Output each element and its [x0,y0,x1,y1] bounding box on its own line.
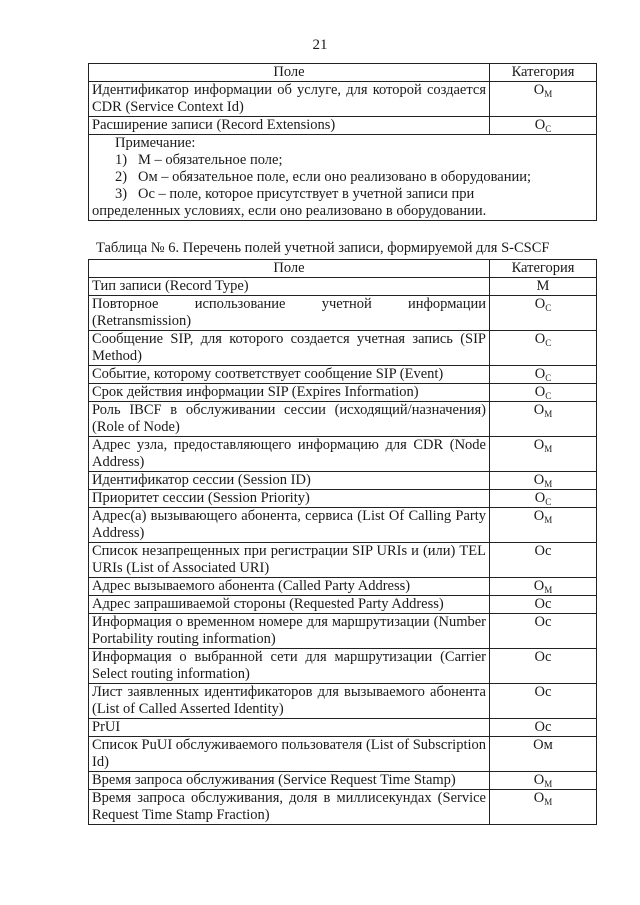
note-title: Примечание: [115,135,196,151]
category-subscript: M [544,585,553,595]
category-cell [490,117,597,135]
category-subscript: M [544,479,553,489]
table-row [89,366,597,384]
column-header-field: Поле [89,64,490,82]
category-base: O [534,366,546,382]
category-cell [490,649,597,684]
field-cell: Сообщение SIP, для которого создается учетная запись (SIP Method) [89,331,490,366]
category-cell [490,472,597,490]
column-header-category: Категория [490,64,597,82]
field-cell: Приоритет сессии (Session Priority) [89,490,490,508]
table-row [89,543,597,578]
note-continuation: определенных условиях, если оно реализовано в оборудовании. [92,203,487,219]
table-row [89,719,597,737]
column-header-category: Категория [490,260,597,278]
category-cell [490,402,597,437]
table-row [89,117,597,135]
note-item-text: Oс – поле, которое присутствует в учетной записи при [138,186,475,202]
field-cell: Лист заявленных идентификаторов для вызываемого абонента (List of Called Asserted Identity) [89,684,490,719]
table-row [89,737,597,772]
note-item [92,169,593,186]
note-cell [89,135,597,221]
field-cell: Время запроса обслуживания, доля в миллисекундах (Service Request Time Stamp Fraction) [89,790,490,825]
category-base: Oc [534,719,552,735]
category-base: O [534,384,546,400]
table-row [89,508,597,543]
table-row [89,684,597,719]
category-cell [490,596,597,614]
category-cell [490,366,597,384]
table-row [89,649,597,684]
table-row [89,278,597,296]
category-base: O [533,437,545,453]
note-item-text: M – обязательное поле; [138,152,283,168]
category-cell [490,508,597,543]
category-cell [490,437,597,472]
category-cell [490,384,597,402]
category-base: O [533,402,545,418]
category-base: O [533,790,545,806]
category-subscript: M [544,797,553,807]
category-subscript: M [544,779,553,789]
field-cell: Информация о выбранной сети для маршрутизации (Carrier Select routing information) [89,649,490,684]
note-item-text: Oм – обязательное поле, если оно реализовано в оборудовании; [138,169,532,185]
category-cell [490,614,597,649]
table-row [89,437,597,472]
category-cell [490,772,597,790]
category-cell [490,296,597,331]
note-item [92,152,593,169]
field-cell: Адрес вызываемого абонента (Called Party Address) [89,578,490,596]
category-base: O [534,490,546,506]
category-base: Oc [534,614,552,630]
table-2-header [89,260,597,278]
table-row [89,614,597,649]
category-base: O [533,472,545,488]
table-1-header [89,64,597,82]
field-cell: Идентификатор сессии (Session ID) [89,472,490,490]
category-base: O [533,772,545,788]
field-cell: Адрес узла, предоставляющего информацию для CDR (Node Address) [89,437,490,472]
category-base: Oc [534,543,552,559]
category-cell [490,790,597,825]
field-cell: Идентификатор информации об услуге, для которой создается CDR (Service Context Id) [89,82,490,117]
note-item-number: 2) [115,169,128,185]
category-cell [490,490,597,508]
table-row [89,402,597,437]
category-subscript: C [545,373,552,383]
category-base: Oм [533,737,553,753]
note-row [89,135,597,221]
category-subscript: C [545,124,552,134]
category-cell [490,82,597,117]
field-cell: Роль IBCF в обслуживании сессии (исходящий/назначения) (Role of Node) [89,402,490,437]
field-cell: Срок действия информации SIP (Expires Information) [89,384,490,402]
note-item [92,186,593,203]
table-1 [88,63,597,221]
table-row [89,490,597,508]
category-cell [490,719,597,737]
table-2-body [89,278,597,825]
field-cell: Повторное использование учетной информации (Retransmission) [89,296,490,331]
category-base: O [534,117,546,133]
category-cell [490,278,597,296]
field-cell: Время запроса обслуживания (Service Request Time Stamp) [89,772,490,790]
category-base: O [533,578,545,594]
category-subscript: M [544,444,553,454]
table-row [89,296,597,331]
category-base: O [534,331,546,347]
category-cell [490,684,597,719]
category-base: Oc [534,684,552,700]
note-item-number: 1) [115,152,128,168]
category-base: O [533,508,545,524]
field-cell: Адрес(а) вызывающего абонента, сервиса (List Of Calling Party Address) [89,508,490,543]
category-subscript: C [545,303,552,313]
table-row [89,596,597,614]
table-row [89,772,597,790]
category-subscript: C [545,338,552,348]
field-cell: Список незапрещенных при регистрации SIP URIs и (или) TEL URIs (List of Associated URI) [89,543,490,578]
column-header-field: Поле [89,260,490,278]
category-subscript: C [545,497,552,507]
category-base: Oc [534,649,552,665]
field-cell: Информация о временном номере для маршрутизации (Number Portability routing information) [89,614,490,649]
category-subscript: M [544,409,553,419]
category-subscript: C [545,391,552,401]
field-cell: Тип записи (Record Type) [89,278,490,296]
category-base: Oc [534,596,552,612]
table-row [89,472,597,490]
table-row [89,578,597,596]
note-item-number: 3) [115,186,128,202]
page-number: 21 [312,37,328,53]
table-2 [88,259,597,825]
category-cell [490,331,597,366]
field-cell: Событие, которому соответствует сообщение SIP (Event) [89,366,490,384]
category-cell [490,578,597,596]
table-row [89,384,597,402]
category-base: M [536,278,550,294]
table-row [89,331,597,366]
category-subscript: M [544,515,553,525]
category-base: O [533,82,545,98]
category-base: O [534,296,546,312]
field-cell: Адрес запрашиваемой стороны (Requested Party Address) [89,596,490,614]
category-subscript: M [544,89,553,99]
field-cell: Расширение записи (Record Extensions) [89,117,490,135]
table-row [89,82,597,117]
category-cell [490,543,597,578]
field-cell: PrUI [89,719,490,737]
table-row [89,790,597,825]
table-2-caption: Таблица № 6. Перечень полей учетной записи, формируемой для S-CSCF [96,240,550,256]
category-cell [490,737,597,772]
field-cell: Список PuUI обслуживаемого пользователя (List of Subscription Id) [89,737,490,772]
